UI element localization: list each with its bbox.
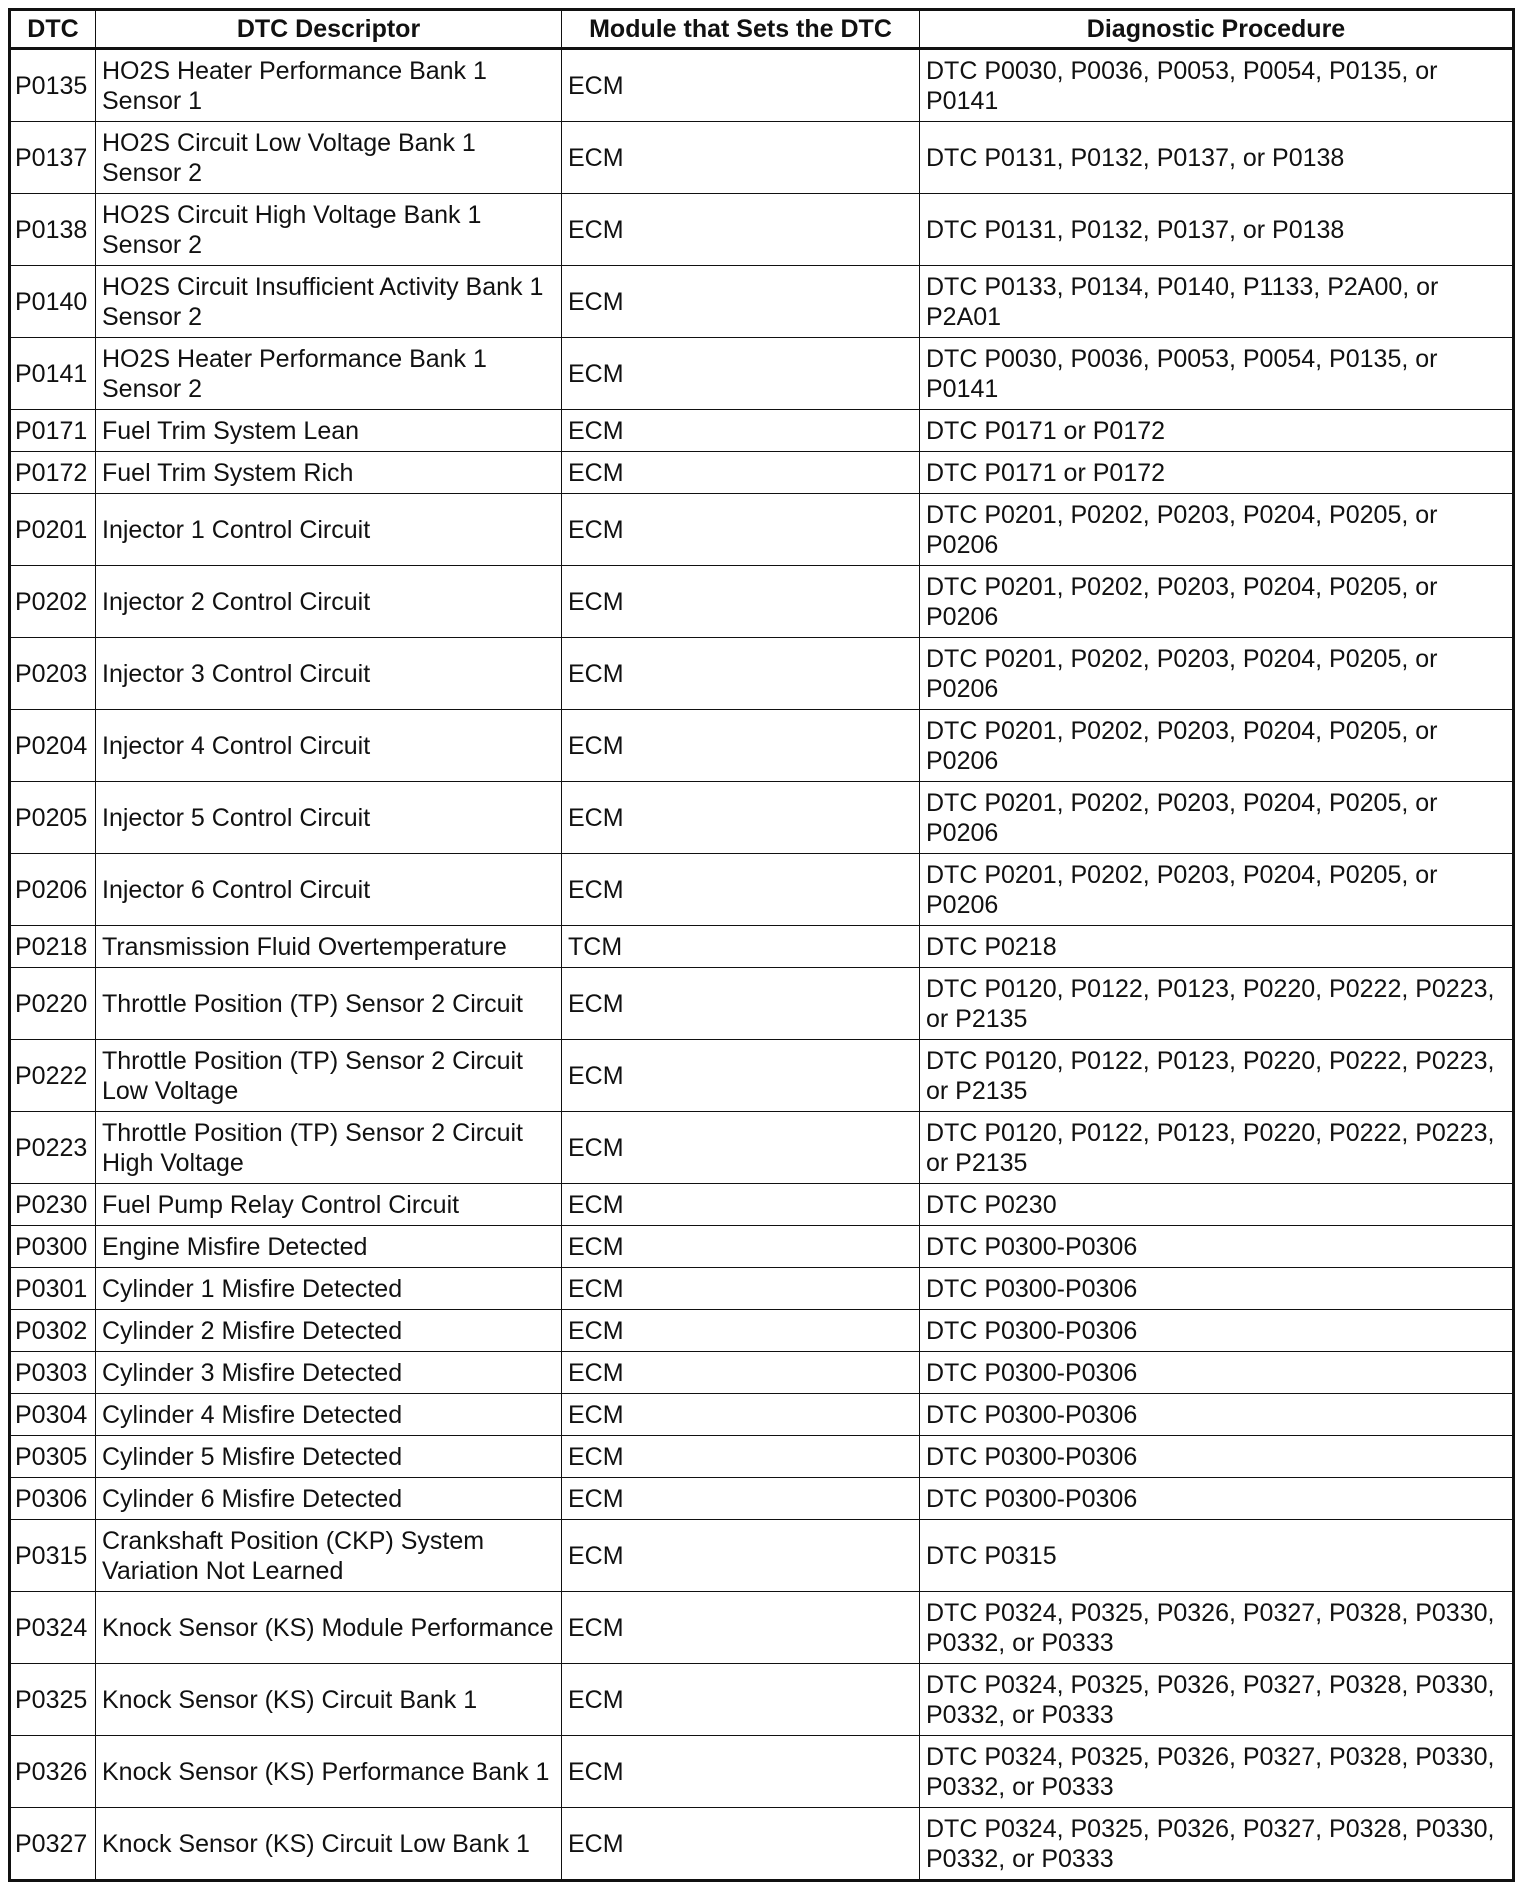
- table-row: [10, 1808, 1514, 1881]
- descriptor-cell: Injector 4 Control Circuit: [96, 710, 562, 782]
- module-cell: ECM: [562, 1592, 920, 1664]
- module-cell: ECM: [562, 638, 920, 710]
- table-row: [10, 1520, 1514, 1592]
- procedure-cell: DTC P0131, P0132, P0137, or P0138: [920, 122, 1514, 194]
- table-row: [10, 968, 1514, 1040]
- descriptor-cell: HO2S Circuit Insufficient Activity Bank 1 Sensor 2: [96, 266, 562, 338]
- header-module: Module that Sets the DTC: [562, 10, 920, 49]
- procedure-cell: DTC P0171 or P0172: [920, 410, 1514, 452]
- dtc-cell: P0203: [10, 638, 96, 710]
- table-body: [10, 49, 1514, 1881]
- table-row: [10, 1436, 1514, 1478]
- module-cell: ECM: [562, 122, 920, 194]
- descriptor-cell: Injector 3 Control Circuit: [96, 638, 562, 710]
- module-cell: ECM: [562, 782, 920, 854]
- module-cell: ECM: [562, 566, 920, 638]
- module-cell: ECM: [562, 1664, 920, 1736]
- module-cell: ECM: [562, 49, 920, 122]
- module-cell: TCM: [562, 926, 920, 968]
- descriptor-cell: Transmission Fluid Overtemperature: [96, 926, 562, 968]
- procedure-cell: DTC P0201, P0202, P0203, P0204, P0205, or P0206: [920, 566, 1514, 638]
- table-header: [10, 10, 1514, 49]
- module-cell: ECM: [562, 1352, 920, 1394]
- module-cell: ECM: [562, 1268, 920, 1310]
- dtc-cell: P0222: [10, 1040, 96, 1112]
- procedure-cell: DTC P0300-P0306: [920, 1268, 1514, 1310]
- table-row: [10, 710, 1514, 782]
- table-row: [10, 1226, 1514, 1268]
- dtc-cell: P0306: [10, 1478, 96, 1520]
- table-row: [10, 638, 1514, 710]
- descriptor-cell: Throttle Position (TP) Sensor 2 Circuit Low Voltage: [96, 1040, 562, 1112]
- table-row: [10, 1394, 1514, 1436]
- descriptor-cell: Knock Sensor (KS) Module Performance: [96, 1592, 562, 1664]
- table-row: [10, 338, 1514, 410]
- dtc-cell: P0218: [10, 926, 96, 968]
- table-row: [10, 854, 1514, 926]
- module-cell: ECM: [562, 1436, 920, 1478]
- dtc-cell: P0324: [10, 1592, 96, 1664]
- dtc-cell: P0302: [10, 1310, 96, 1352]
- module-cell: ECM: [562, 1184, 920, 1226]
- table-row: [10, 566, 1514, 638]
- dtc-cell: P0301: [10, 1268, 96, 1310]
- procedure-cell: DTC P0120, P0122, P0123, P0220, P0222, P0223, or P2135: [920, 968, 1514, 1040]
- procedure-cell: DTC P0300-P0306: [920, 1436, 1514, 1478]
- table-row: [10, 1310, 1514, 1352]
- dtc-cell: P0304: [10, 1394, 96, 1436]
- descriptor-cell: Cylinder 4 Misfire Detected: [96, 1394, 562, 1436]
- descriptor-cell: Fuel Pump Relay Control Circuit: [96, 1184, 562, 1226]
- descriptor-cell: Knock Sensor (KS) Performance Bank 1: [96, 1736, 562, 1808]
- descriptor-cell: Injector 1 Control Circuit: [96, 494, 562, 566]
- dtc-cell: P0220: [10, 968, 96, 1040]
- descriptor-cell: Cylinder 5 Misfire Detected: [96, 1436, 562, 1478]
- dtc-table-sheet: [8, 8, 1512, 1882]
- dtc-cell: P0138: [10, 194, 96, 266]
- module-cell: ECM: [562, 1520, 920, 1592]
- module-cell: ECM: [562, 1040, 920, 1112]
- procedure-cell: DTC P0324, P0325, P0326, P0327, P0328, P0330, P0332, or P0333: [920, 1592, 1514, 1664]
- module-cell: ECM: [562, 1394, 920, 1436]
- table-row: [10, 452, 1514, 494]
- procedure-cell: DTC P0300-P0306: [920, 1310, 1514, 1352]
- descriptor-cell: Crankshaft Position (CKP) System Variation Not Learned: [96, 1520, 562, 1592]
- module-cell: ECM: [562, 1808, 920, 1881]
- table-row: [10, 926, 1514, 968]
- procedure-cell: DTC P0133, P0134, P0140, P1133, P2A00, or P2A01: [920, 266, 1514, 338]
- dtc-cell: P0223: [10, 1112, 96, 1184]
- table-row: [10, 1478, 1514, 1520]
- descriptor-cell: Cylinder 1 Misfire Detected: [96, 1268, 562, 1310]
- module-cell: ECM: [562, 968, 920, 1040]
- table-row: [10, 122, 1514, 194]
- descriptor-cell: Cylinder 2 Misfire Detected: [96, 1310, 562, 1352]
- dtc-cell: P0303: [10, 1352, 96, 1394]
- dtc-cell: P0230: [10, 1184, 96, 1226]
- descriptor-cell: Injector 2 Control Circuit: [96, 566, 562, 638]
- module-cell: ECM: [562, 710, 920, 782]
- procedure-cell: DTC P0120, P0122, P0123, P0220, P0222, P0223, or P2135: [920, 1112, 1514, 1184]
- header-dtc-descriptor: DTC Descriptor: [96, 10, 562, 49]
- procedure-cell: DTC P0030, P0036, P0053, P0054, P0135, or P0141: [920, 338, 1514, 410]
- procedure-cell: DTC P0218: [920, 926, 1514, 968]
- module-cell: ECM: [562, 266, 920, 338]
- table-row: [10, 1268, 1514, 1310]
- procedure-cell: DTC P0201, P0202, P0203, P0204, P0205, or P0206: [920, 710, 1514, 782]
- table-row: [10, 1592, 1514, 1664]
- procedure-cell: DTC P0324, P0325, P0326, P0327, P0328, P0330, P0332, or P0333: [920, 1808, 1514, 1881]
- module-cell: ECM: [562, 452, 920, 494]
- module-cell: ECM: [562, 194, 920, 266]
- module-cell: ECM: [562, 1310, 920, 1352]
- descriptor-cell: Throttle Position (TP) Sensor 2 Circuit: [96, 968, 562, 1040]
- descriptor-cell: Cylinder 3 Misfire Detected: [96, 1352, 562, 1394]
- procedure-cell: DTC P0120, P0122, P0123, P0220, P0222, P0223, or P2135: [920, 1040, 1514, 1112]
- procedure-cell: DTC P0324, P0325, P0326, P0327, P0328, P0330, P0332, or P0333: [920, 1736, 1514, 1808]
- table-row: [10, 266, 1514, 338]
- descriptor-cell: Cylinder 6 Misfire Detected: [96, 1478, 562, 1520]
- descriptor-cell: HO2S Heater Performance Bank 1 Sensor 1: [96, 49, 562, 122]
- procedure-cell: DTC P0230: [920, 1184, 1514, 1226]
- table-row: [10, 1112, 1514, 1184]
- descriptor-cell: Fuel Trim System Lean: [96, 410, 562, 452]
- dtc-cell: P0305: [10, 1436, 96, 1478]
- table-row: [10, 49, 1514, 122]
- header-row: [10, 10, 1514, 49]
- procedure-cell: DTC P0131, P0132, P0137, or P0138: [920, 194, 1514, 266]
- dtc-cell: P0315: [10, 1520, 96, 1592]
- procedure-cell: DTC P0300-P0306: [920, 1478, 1514, 1520]
- dtc-table: [8, 8, 1515, 1882]
- procedure-cell: DTC P0300-P0306: [920, 1352, 1514, 1394]
- table-row: [10, 494, 1514, 566]
- descriptor-cell: HO2S Heater Performance Bank 1 Sensor 2: [96, 338, 562, 410]
- dtc-cell: P0325: [10, 1664, 96, 1736]
- module-cell: ECM: [562, 1478, 920, 1520]
- dtc-cell: P0202: [10, 566, 96, 638]
- module-cell: ECM: [562, 1226, 920, 1268]
- table-row: [10, 410, 1514, 452]
- dtc-cell: P0205: [10, 782, 96, 854]
- table-row: [10, 1664, 1514, 1736]
- dtc-cell: P0327: [10, 1808, 96, 1881]
- descriptor-cell: HO2S Circuit Low Voltage Bank 1 Sensor 2: [96, 122, 562, 194]
- table-row: [10, 1352, 1514, 1394]
- dtc-cell: P0141: [10, 338, 96, 410]
- descriptor-cell: Throttle Position (TP) Sensor 2 Circuit High Voltage: [96, 1112, 562, 1184]
- module-cell: ECM: [562, 854, 920, 926]
- dtc-cell: P0137: [10, 122, 96, 194]
- dtc-cell: P0326: [10, 1736, 96, 1808]
- module-cell: ECM: [562, 1736, 920, 1808]
- descriptor-cell: Knock Sensor (KS) Circuit Bank 1: [96, 1664, 562, 1736]
- dtc-cell: P0135: [10, 49, 96, 122]
- procedure-cell: DTC P0201, P0202, P0203, P0204, P0205, or P0206: [920, 782, 1514, 854]
- procedure-cell: DTC P0201, P0202, P0203, P0204, P0205, or P0206: [920, 854, 1514, 926]
- table-row: [10, 1040, 1514, 1112]
- dtc-cell: P0171: [10, 410, 96, 452]
- header-diagnostic-procedure: Diagnostic Procedure: [920, 10, 1514, 49]
- module-cell: ECM: [562, 494, 920, 566]
- procedure-cell: DTC P0201, P0202, P0203, P0204, P0205, or P0206: [920, 494, 1514, 566]
- dtc-cell: P0204: [10, 710, 96, 782]
- descriptor-cell: Engine Misfire Detected: [96, 1226, 562, 1268]
- table-row: [10, 194, 1514, 266]
- dtc-cell: P0206: [10, 854, 96, 926]
- dtc-cell: P0172: [10, 452, 96, 494]
- module-cell: ECM: [562, 338, 920, 410]
- dtc-cell: P0201: [10, 494, 96, 566]
- dtc-cell: P0300: [10, 1226, 96, 1268]
- module-cell: ECM: [562, 410, 920, 452]
- procedure-cell: DTC P0171 or P0172: [920, 452, 1514, 494]
- descriptor-cell: Injector 5 Control Circuit: [96, 782, 562, 854]
- descriptor-cell: Knock Sensor (KS) Circuit Low Bank 1: [96, 1808, 562, 1881]
- table-row: [10, 1736, 1514, 1808]
- procedure-cell: DTC P0315: [920, 1520, 1514, 1592]
- module-cell: ECM: [562, 1112, 920, 1184]
- descriptor-cell: HO2S Circuit High Voltage Bank 1 Sensor 2: [96, 194, 562, 266]
- descriptor-cell: Injector 6 Control Circuit: [96, 854, 562, 926]
- descriptor-cell: Fuel Trim System Rich: [96, 452, 562, 494]
- procedure-cell: DTC P0300-P0306: [920, 1226, 1514, 1268]
- table-row: [10, 782, 1514, 854]
- procedure-cell: DTC P0300-P0306: [920, 1394, 1514, 1436]
- header-dtc: DTC: [10, 10, 96, 49]
- dtc-cell: P0140: [10, 266, 96, 338]
- procedure-cell: DTC P0201, P0202, P0203, P0204, P0205, or P0206: [920, 638, 1514, 710]
- procedure-cell: DTC P0324, P0325, P0326, P0327, P0328, P0330, P0332, or P0333: [920, 1664, 1514, 1736]
- procedure-cell: DTC P0030, P0036, P0053, P0054, P0135, or P0141: [920, 49, 1514, 122]
- table-row: [10, 1184, 1514, 1226]
